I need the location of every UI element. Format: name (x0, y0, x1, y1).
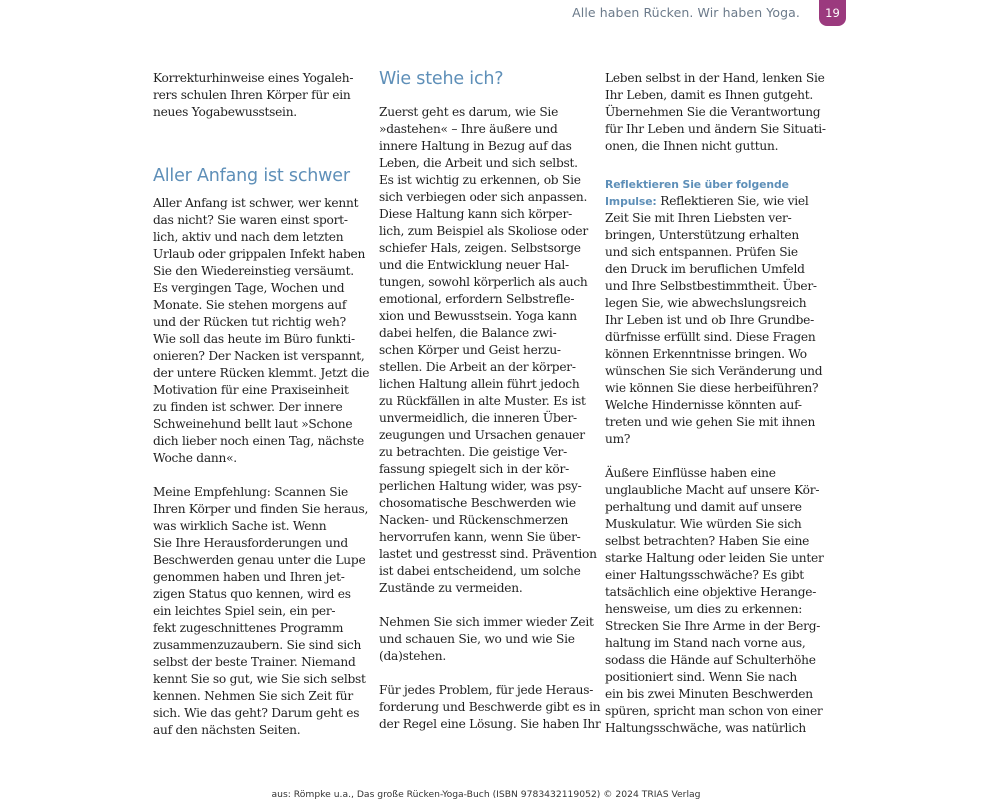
intro-paragraph (153, 70, 358, 121)
text-line: onieren? Der Nacken ist verspannt, (153, 349, 365, 363)
text-line: Aller Anfang ist schwer, wer kennt (153, 196, 359, 210)
text-line: Meine Empfehlung: Scannen Sie (153, 485, 349, 499)
text-line: einer Haltungsschwäche? Es gibt (605, 568, 804, 582)
text-line: selbst der beste Trainer. Niemand (153, 655, 356, 669)
text-line: Zeit Sie mit Ihren Liebsten ver- (605, 211, 792, 225)
text-line: was wirklich Sache ist. Wenn (153, 519, 327, 533)
text-line: Muskulatur. Wie würden Sie sich (605, 517, 802, 531)
text-line: Ihr Leben, damit es Ihnen gutgeht. (605, 88, 814, 102)
paragraph (379, 104, 597, 597)
text-line: das nicht? Sie waren einst sport- (153, 213, 348, 227)
paragraph-gap (605, 448, 805, 465)
text-line: tungen, sowohl körperlich als auch (379, 275, 588, 289)
text-line: spüren, spricht man schon von einer (605, 704, 823, 718)
text-line: Es vergingen Tage, Wochen und (153, 281, 345, 295)
text-line: dabei helfen, die Balance zwi- (379, 326, 557, 340)
reflection-block (605, 176, 823, 448)
text-line: Nacken- und Rückenschmerzen (379, 513, 569, 527)
citation-footer: aus: Römpke u.a., Das große Rücken-Yoga-Buch (ISBN 9783432119052) © 2024 TRIAS Verlag (271, 789, 701, 800)
text-line: sodass die Hände auf Schulterhöhe (605, 653, 816, 667)
paragraph (153, 484, 369, 739)
text-line: lich, aktiv und nach dem letzten (153, 230, 344, 244)
text-line: schen Körper und Geist herzu- (379, 343, 561, 357)
text-line: positioniert sind. Wenn Sie nach (605, 670, 797, 684)
paragraph (605, 210, 823, 448)
text-line: fekt zugeschnittenes Programm (153, 621, 344, 635)
text-line: und der Rücken tut richtig weh? (153, 315, 346, 329)
text-line: Äußere Einflüsse haben eine (605, 466, 776, 480)
text-line: hervorrufen kann, wenn Sie über- (379, 530, 581, 544)
paragraph-gap (605, 155, 805, 172)
paragraph-gap (379, 665, 579, 682)
paragraph (605, 70, 826, 155)
column-3 (605, 70, 826, 737)
text-line: wie können Sie diese herbeiführen? (605, 381, 819, 395)
text-line: Sie den Wiedereinstieg versäumt. (153, 264, 354, 278)
subhead-line: Reflektieren Sie über folgende (605, 178, 789, 191)
text-line: onen, die Ihnen nicht guttun. (605, 139, 779, 153)
text-line: Korrekturhinweise eines Yogaleh- (153, 71, 354, 85)
text-line: Sie Ihre Herausforderungen und (153, 536, 348, 550)
page-number-badge: 19 (819, 0, 846, 26)
text-line: schiefer Hals, zeigen. Selbstsorge (379, 241, 581, 255)
text-line: auf den nächsten Seiten. (153, 723, 301, 737)
text-line: zu finden ist schwer. Der innere (153, 400, 343, 414)
text-line: unglaubliche Macht auf unsere Kör- (605, 483, 820, 497)
text-line: emotional, erfordern Selbstrefle- (379, 292, 575, 306)
text-line: und Ihre Selbstbestimmtheit. Über- (605, 279, 817, 293)
text-line: kennen. Nehmen Sie sich Zeit für (153, 689, 353, 703)
text-line: legen Sie, wie abwechslungsreich (605, 296, 807, 310)
text-line: und schauen Sie, wo und wie Sie (379, 632, 575, 646)
text-line: und sich entspannen. Prüfen Sie (605, 245, 798, 259)
text-line: der Regel eine Lösung. Sie haben Ihr (379, 717, 601, 731)
text-line: Übernehmen Sie die Verantwortung (605, 105, 821, 119)
text-line: selbst betrachten? Haben Sie eine (605, 534, 810, 548)
text-line: können Erkenntnisse bringen. Wo (605, 347, 807, 361)
text-line: (da)stehen. (379, 649, 446, 663)
text-line: dürfnisse erfüllt sind. Diese Fragen (605, 330, 816, 344)
text-line: Zuerst geht es darum, wie Sie (379, 105, 559, 119)
text-line: Motivation für eine Praxiseinheit (153, 383, 349, 397)
text-line: stellen. Die Arbeit an der körper- (379, 360, 576, 374)
text-line: haltung im Stand nach vorne aus, (605, 636, 806, 650)
text-line: zusammenzuzaubern. Sie sind sich (153, 638, 362, 652)
section-heading-wie-stehe-ich: Wie stehe ich? (379, 69, 504, 89)
paragraph (153, 195, 370, 467)
text-line: bringen, Unterstützung erhalten (605, 228, 799, 242)
text-line: sich verbiegen oder sich anpassen. (379, 190, 588, 204)
text-line: perhaltung und damit auf unsere (605, 500, 802, 514)
text-line: Zustände zu vermeiden. (379, 581, 523, 595)
text-line: fassung spiegelt sich in der kör- (379, 462, 569, 476)
text-line: Woche dann«. (153, 451, 237, 465)
text-line: lastet und gestresst sind. Prävention (379, 547, 597, 561)
text-line: Leben selbst in der Hand, lenken Sie (605, 71, 825, 85)
text-line: um? (605, 432, 631, 446)
text-line: Ihren Körper und finden Sie heraus, (153, 502, 369, 516)
paragraph-gap (153, 467, 358, 484)
text-line: zeugungen und Ursachen genauer (379, 428, 585, 442)
text-line: neues Yogabewusstsein. (153, 105, 297, 119)
column-1 (153, 70, 370, 739)
running-title: Alle haben Rücken. Wir haben Yoga. (572, 5, 800, 20)
text-line: Es ist wichtig zu erkennen, ob Sie (379, 173, 581, 187)
text-line: Wie soll das heute im Büro funkti- (153, 332, 355, 346)
text-line: »dastehen« – Ihre äußere und (379, 122, 558, 136)
text-line: unvermeidlich, die inneren Über- (379, 411, 577, 425)
text-line: genommen haben und Ihren jet- (153, 570, 345, 584)
text-line: chosomatische Beschwerden wie (379, 496, 576, 510)
text-line: lichen Haltung allein führt jedoch (379, 377, 580, 391)
text-line: Monate. Sie stehen morgens auf (153, 298, 347, 312)
text-line: Strecken Sie Ihre Arme in der Berg- (605, 619, 821, 633)
text-line: Für jedes Problem, für jede Heraus- (379, 683, 594, 697)
text-line: Ihr Leben ist und ob Ihre Grundbe- (605, 313, 814, 327)
text-line: für Ihr Leben und ändern Sie Situati- (605, 122, 826, 136)
text-line: treten und wie gehen Sie mit ihnen (605, 415, 816, 429)
text-line: der untere Rücken klemmt. Jetzt die (153, 366, 370, 380)
text-line: Haltungsschwäche, was natürlich (605, 721, 806, 735)
text-line: Nehmen Sie sich immer wieder Zeit (379, 615, 594, 629)
paragraph (605, 465, 824, 737)
text-line: innere Haltung in Bezug auf das (379, 139, 572, 153)
text-line: ist dabei entscheidend, um solche (379, 564, 581, 578)
text-line: zigen Status quo kennen, wird es (153, 587, 351, 601)
text-line: rers schulen Ihren Körper für ein (153, 88, 351, 102)
text-line: xion und Bewusstsein. Yoga kann (379, 309, 577, 323)
text-line: den Druck im beruflichen Umfeld (605, 262, 805, 276)
text-line: zu betrachten. Die geistige Ver- (379, 445, 567, 459)
text-line: Schweinehund bellt laut »Schone (153, 417, 353, 431)
text-line: perlichen Haltung wider, was psy- (379, 479, 582, 493)
text-line: ein leichtes Spiel sein, ein per- (153, 604, 336, 618)
text-line: Urlaub oder grippalen Infekt haben (153, 247, 366, 261)
text-line: Leben, die Arbeit und sich selbst. (379, 156, 578, 170)
text-line: Welche Hindernisse könnten auf- (605, 398, 802, 412)
paragraph-gap (379, 597, 579, 614)
column-2 (379, 69, 601, 733)
text-line: dich lieber noch einen Tag, nächste (153, 434, 365, 448)
text-line: lich, zum Beispiel als Skoliose oder (379, 224, 588, 238)
text-line: wünschen Sie sich Veränderung und (605, 364, 823, 378)
text-line: ein bis zwei Minuten Beschwerden (605, 687, 813, 701)
text-line: und die Entwicklung neuer Hal- (379, 258, 569, 272)
section-heading-aller-anfang: Aller Anfang ist schwer (153, 166, 350, 186)
text-line: zu Rückfällen in alte Muster. Es ist (379, 394, 586, 408)
text-line: kennt Sie so gut, wie Sie sich selbst (153, 672, 366, 686)
paragraph (379, 682, 601, 733)
text-line: forderung und Beschwerde gibt es in (379, 700, 601, 714)
text-line: sich. Wie das geht? Darum geht es (153, 706, 360, 720)
subhead-line: Impulse: Reflektieren Sie, wie viel (605, 194, 809, 208)
text-line: Beschwerden genau unter die Lupe (153, 553, 366, 567)
text-line: Diese Haltung kann sich körper- (379, 207, 572, 221)
text-line: starke Haltung oder leiden Sie unter (605, 551, 824, 565)
paragraph (379, 614, 594, 665)
text-line: tatsächlich eine objektive Herange- (605, 585, 817, 599)
text-line: hensweise, um dies zu erkennen: (605, 602, 803, 616)
